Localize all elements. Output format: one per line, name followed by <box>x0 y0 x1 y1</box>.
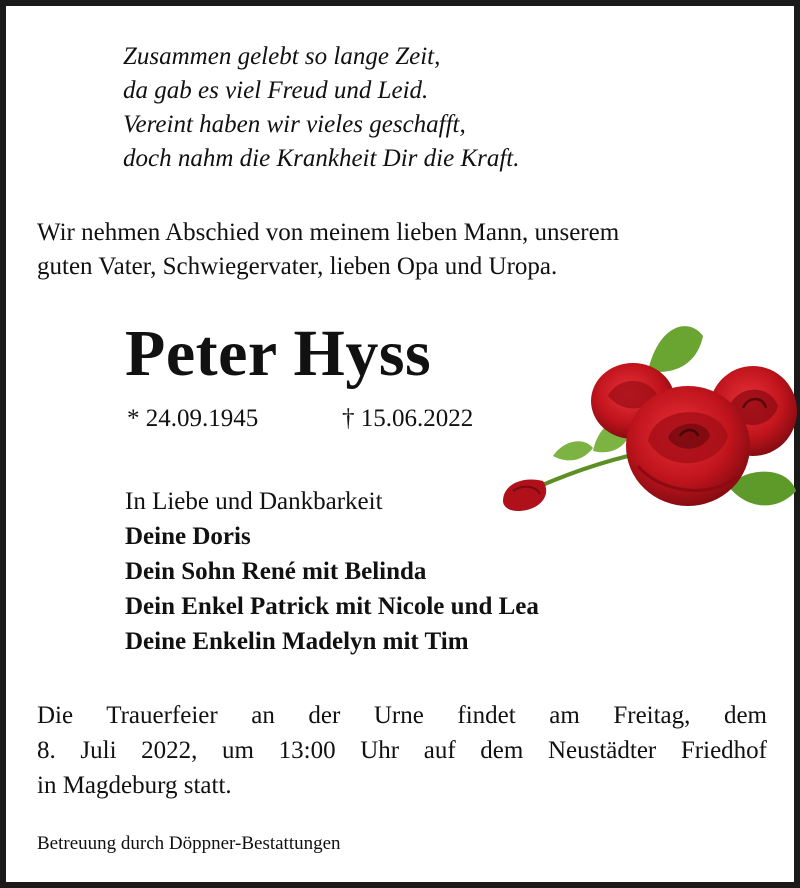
life-dates <box>127 402 474 436</box>
death-date: † 15.06.2022 <box>342 405 474 432</box>
deceased-name: Peter Hyss <box>125 317 432 390</box>
service-line: Die Trauerfeier an der Urne findet am Freitag, dem <box>37 702 767 729</box>
birth-date: * 24.09.1945 <box>127 405 259 432</box>
family-member: Deine Enkelin Madelyn mit Tim <box>125 628 469 655</box>
roses-icon <box>498 316 798 521</box>
poem-line: Vereint haben wir vieles geschafft, <box>123 111 466 138</box>
poem-line: Zusammen gelebt so lange Zeit, <box>123 43 441 70</box>
service-line: 8. Juli 2022, um 13:00 Uhr auf dem Neustädter Friedhof <box>37 737 767 764</box>
undertaker-credit: Betreuung durch Döppner-Bestattungen <box>37 833 341 854</box>
funeral-service-info <box>37 698 767 803</box>
family-member: Dein Enkel Patrick mit Nicole und Lea <box>125 593 539 620</box>
service-line: in Magdeburg statt. <box>37 772 232 799</box>
family-signatures <box>125 484 539 659</box>
closing-phrase: In Liebe und Dankbarkeit <box>125 488 383 515</box>
poem-line: doch nahm die Krankheit Dir die Kraft. <box>123 145 520 172</box>
farewell-text <box>37 216 767 284</box>
family-member: Deine Doris <box>125 523 251 550</box>
farewell-line: guten Vater, Schwiegervater, lieben Opa und Uropa. <box>37 253 558 280</box>
farewell-line: Wir nehmen Abschied von meinem lieben Mann, unserem <box>37 219 620 246</box>
poem-line: da gab es viel Freud und Leid. <box>123 77 429 104</box>
family-member: Dein Sohn René mit Belinda <box>125 558 427 585</box>
poem <box>123 40 520 176</box>
